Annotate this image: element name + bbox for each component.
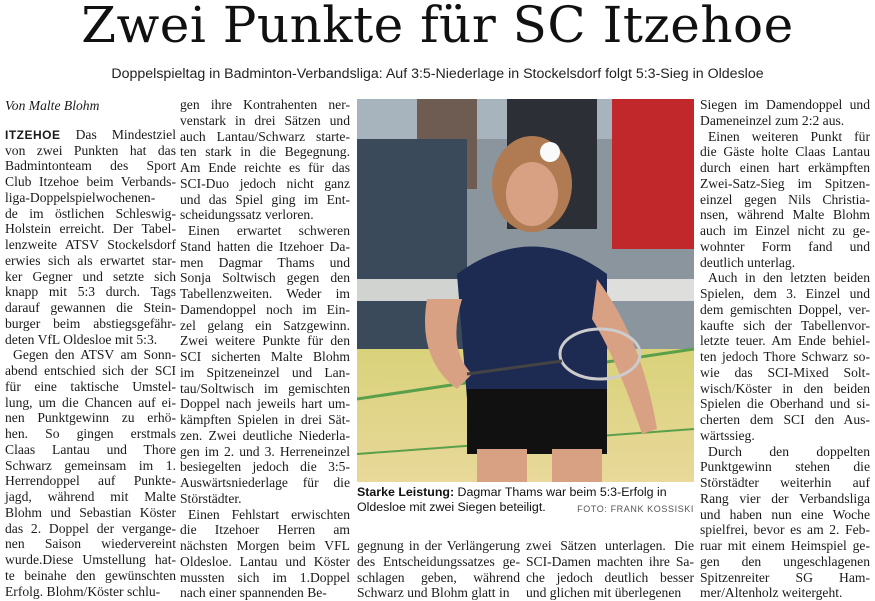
text-line [180, 491, 350, 507]
paragraph [526, 538, 694, 601]
text-line [180, 396, 350, 412]
text-line [700, 302, 870, 318]
text-line [5, 379, 176, 395]
line-text: gegnung in der Verlängerung [357, 538, 520, 553]
line-text: Störstädter weiterhin auf [700, 475, 870, 490]
text-line [180, 239, 350, 255]
line-text: Spitzenreiter SG Ham- [700, 570, 870, 585]
line-text: Zwei weitere Punkte für den [180, 333, 350, 348]
paragraph [180, 507, 350, 601]
text-line [180, 381, 350, 397]
text-line [5, 489, 176, 505]
paragraph [700, 270, 870, 443]
paragraph [180, 97, 350, 223]
line-text: cherten dem SCI den Aus- [700, 412, 870, 427]
text-line [180, 318, 350, 334]
text-line [180, 223, 350, 239]
text-line [180, 302, 350, 318]
line-text: Schwarz und Blohm glatt in [357, 585, 510, 600]
text-line [700, 192, 870, 208]
text-line [180, 459, 350, 475]
text-line [700, 491, 870, 507]
text-line [700, 365, 870, 381]
line-text: ruar mit einem Heimspiel ge- [700, 538, 870, 553]
text-line [700, 207, 870, 223]
text-line [700, 318, 870, 334]
paragraph [5, 347, 176, 599]
line-text: SCI-Duo jedoch nicht ganz [180, 176, 350, 191]
text-line [5, 300, 176, 316]
line-text: zel gelang ein Satzgewinn. [180, 318, 350, 333]
text-line [700, 396, 870, 412]
photo-credit: FOTO: FRANK KOSSISKI [577, 502, 694, 517]
byline: Von Malte Blohm [5, 98, 176, 114]
text-line [700, 585, 870, 601]
text-line [5, 253, 176, 269]
text-line [5, 505, 176, 521]
text-line [180, 207, 350, 223]
line-text: Siegen im Damendoppel und [700, 97, 870, 112]
line-text: nach einer spannenden Be- [180, 585, 327, 600]
column-2 [180, 97, 350, 601]
line-text: auch Lantau/Schwarz starte- [180, 129, 350, 144]
text-line [180, 176, 350, 192]
text-line [180, 349, 350, 365]
text-line [5, 347, 176, 363]
text-line [700, 113, 870, 129]
line-text: wisch/Köster in den beiden [700, 381, 870, 396]
text-line [700, 97, 870, 113]
line-text: gen ihre Kontrahenten ner- [180, 97, 350, 112]
text-line [180, 144, 350, 160]
text-line [180, 570, 350, 586]
text-line [5, 316, 176, 332]
column-5 [700, 97, 870, 601]
line-text: Tabellenzweiten. Weder im [180, 286, 350, 301]
text-line [5, 363, 176, 379]
line-text: knapp mit 5:3 durch. Tags [5, 284, 176, 299]
text-line [180, 428, 350, 444]
paragraph [180, 223, 350, 507]
text-line [5, 332, 176, 348]
line-text: wärtssieg. [700, 428, 755, 443]
text-line [700, 270, 870, 286]
text-line [700, 412, 870, 428]
line-text: Schwarz gemeinsam im 1. [5, 458, 176, 473]
text-line [700, 239, 870, 255]
text-line [180, 365, 350, 381]
text-line [526, 538, 694, 554]
paragraph [700, 444, 870, 601]
line-text: des Entscheidungssatzes ge- [357, 554, 520, 569]
line-text: zwei Sätzen unterlagen. Die [526, 538, 694, 553]
text-line [180, 113, 350, 129]
line-text: Sonja Soltwisch gegen den [180, 270, 350, 285]
line-text: Dameneinzel zum 2:2 aus. [700, 113, 844, 128]
text-line [700, 144, 870, 160]
line-text: die Itzehoer Herren am [180, 522, 350, 537]
line-text: tau/Soltwisch im gemischten [180, 381, 350, 396]
article-photo [357, 99, 694, 482]
line-text: die Gäste holte Claas Lantau [700, 144, 870, 159]
text-line [700, 223, 870, 239]
line-text: Holstein erreicht. Der Tabel- [5, 221, 176, 236]
line-text: einzel gegen Nils Christia- [700, 192, 870, 207]
line-text: Einen erwartet schweren [188, 223, 350, 238]
line-text: abend entschied sich der SCI [5, 363, 176, 378]
line-text: venstark in drei Sätzen und [180, 113, 350, 128]
line-text: scheidungssatz verloren. [180, 207, 314, 222]
text-line [5, 568, 176, 584]
caption-text: Dagmar Thams war beim 5:3-Erfolg in Oldesloe mit zwei Siegen beteiligt. [357, 485, 667, 514]
line-text: erwies sich als erwartet star- [5, 253, 176, 268]
line-text: Damendoppel noch im Ein- [180, 302, 350, 317]
text-line [5, 190, 176, 206]
line-text: im Spitzeneinzel und Lan- [180, 365, 350, 380]
text-line [5, 552, 176, 568]
text-line [700, 286, 870, 302]
line-text: Spielen die Oberhand und si- [700, 396, 870, 411]
text-line [5, 426, 176, 442]
line-text: Erfolg. Blohm/Köster schlu- [5, 584, 160, 599]
text-line [700, 459, 870, 475]
line-text: besiegelten jedoch die 3:5- [180, 459, 350, 474]
line-text: jagd, während mit Malte [5, 489, 176, 504]
text-line [700, 129, 870, 145]
paragraph [357, 538, 520, 601]
line-text: deten VfL Oldesloe mit 5:3. [5, 332, 157, 347]
text-line [526, 585, 694, 601]
text-line [5, 442, 176, 458]
text-line [700, 349, 870, 365]
text-line [5, 410, 176, 426]
text-line [180, 192, 350, 208]
text-line [700, 522, 870, 538]
paragraph [700, 97, 870, 129]
text-line [5, 143, 176, 159]
caption-lead: Starke Leistung: [357, 485, 454, 499]
text-line [180, 255, 350, 271]
line-text: burger beim abstiegsgefähr- [5, 316, 176, 331]
text-line [5, 536, 176, 552]
text-line [5, 237, 176, 253]
line-text: auch im Einzel nicht zu ge- [700, 223, 870, 238]
line-text: Stand hatten die Itzehoer Da- [180, 239, 350, 254]
line-text: und glichen mit überlegenen [526, 585, 681, 600]
text-line [180, 554, 350, 570]
line-text: Am Ende reichte es für das [180, 160, 350, 175]
badminton-player-photo [357, 99, 694, 482]
line-text: nsen, während Malte Blohm [700, 207, 870, 222]
text-line [180, 475, 350, 491]
line-text: wurde.Diese Umstellung hat- [5, 552, 176, 567]
line-text: Spielen, dem 3. Einzel und [700, 286, 870, 301]
text-line [5, 206, 176, 222]
line-text: kaufte sich der Tabellenvor- [700, 318, 870, 333]
line-text: und das Spiel ging im Ent- [180, 192, 350, 207]
line-text: Claas Lantau und Thore [5, 442, 176, 457]
text-line [700, 428, 870, 444]
line-text: wie das SCI-Mixed Solt- [700, 365, 870, 380]
line-text: Das Mindestziel [76, 127, 176, 142]
line-text: men Dagmar Thams und [180, 255, 350, 270]
line-text: wohnter Form fand und [700, 239, 870, 254]
dateline: ITZEHOE [5, 128, 61, 142]
paragraph [5, 127, 176, 348]
text-line [180, 538, 350, 554]
line-text: gen im 2. und 3. Herreneinzel [180, 444, 350, 459]
text-line [526, 570, 694, 586]
text-line [526, 554, 694, 570]
text-line [700, 381, 870, 397]
text-line [5, 395, 176, 411]
line-text: letzte teuer. Am Ende behiel- [700, 333, 870, 348]
text-line [5, 269, 176, 285]
text-line [180, 97, 350, 113]
text-line [5, 521, 176, 537]
line-text: darauf gewannen die Stein- [5, 300, 176, 315]
column-1 [5, 98, 176, 599]
line-text: gen den ungeschlagenen [700, 554, 870, 569]
line-text: zen. Zwei deutliche Niederla- [180, 428, 350, 443]
line-text: kämpften Spielen in drei Sät- [180, 412, 350, 427]
text-line [700, 554, 870, 570]
text-line [700, 176, 870, 192]
line-text: mussten sich im 1.Doppel [180, 570, 350, 585]
line-text: che jedoch deutlich besser [526, 570, 694, 585]
line-text: für eine taktische Umstel- [5, 379, 176, 394]
text-line [357, 570, 520, 586]
line-text: SCI sicherten Malte Blohm [180, 349, 350, 364]
line-text: ten jedoch Thore Schwarz so- [700, 349, 870, 364]
text-line [180, 286, 350, 302]
line-text: Auch in den letzten beiden [708, 270, 870, 285]
text-line [357, 585, 520, 601]
line-text: Blohm und Sebastian Köster [5, 505, 176, 520]
text-line [180, 444, 350, 460]
headline: Zwei Punkte für SC Itzehoe [0, 0, 875, 54]
text-line [180, 333, 350, 349]
text-line [180, 522, 350, 538]
text-line [5, 158, 176, 174]
text-line [700, 444, 870, 460]
paragraph [700, 129, 870, 271]
text-line [5, 458, 176, 474]
column-3 [357, 538, 520, 601]
text-line [700, 160, 870, 176]
line-text: liga-Doppelspielwochenen- [5, 190, 155, 205]
line-text: hen. So gingen erstmals [5, 426, 176, 441]
line-text: von zwei Punkten hat das [5, 143, 176, 158]
line-text: Auswärtsniederlage für die [180, 475, 350, 490]
text-line [700, 475, 870, 491]
line-text: mer/Altenholz weitergeht. [700, 585, 842, 600]
text-line [700, 507, 870, 523]
subheadline: Doppelspieltag in Badminton-Verbandsliga: Auf 3:5-Niederlage in Stockelsdorf folgt 5:3-Sieg in Oldesloe [0, 66, 875, 82]
text-line [5, 473, 176, 489]
line-text: schlagen geben, während [357, 570, 520, 585]
line-text: das 2. Doppel der vergange- [5, 521, 176, 536]
line-text: Badmintonteam des Sport [5, 158, 176, 173]
photo-caption [357, 485, 694, 517]
line-text: durch einen hart erkämpften [700, 160, 870, 175]
line-text: nen Punktgewinn zu erhö- [5, 410, 176, 425]
column-4 [526, 538, 694, 601]
text-line [357, 538, 520, 554]
text-line [700, 570, 870, 586]
text-line [180, 585, 350, 601]
line-text: Rang vier der Verbandsliga [700, 491, 870, 506]
text-line [180, 129, 350, 145]
text-line [5, 221, 176, 237]
line-text: lung, um die Chancen auf ei- [5, 395, 176, 410]
line-text: Oldesloe. Lantau und Köster [180, 554, 350, 569]
line-text: nen Saison wiedervereint [5, 536, 176, 551]
line-text: lenzweite ATSV Stockelsdorf [5, 237, 176, 252]
line-text: Club Itzehoe beim Verbands- [5, 174, 176, 189]
text-line [700, 538, 870, 554]
text-line [180, 412, 350, 428]
line-text: Herrendoppel auf Punkte- [5, 473, 176, 488]
text-line [180, 507, 350, 523]
line-text: Durch den doppelten [708, 444, 870, 459]
line-text: SCI-Damen machten ihre Sa- [526, 554, 694, 569]
line-text: de im östlichen Schleswig- [5, 206, 176, 221]
text-line [5, 284, 176, 300]
line-text: ker Gegner und setzte sich [5, 269, 176, 284]
text-line [180, 270, 350, 286]
line-text: Doppel nach jeweils hart um- [180, 396, 350, 411]
line-text: ten stark in die Begegnung. [180, 144, 350, 159]
line-text: Zwei-Satz-Sieg im Spitzen- [700, 176, 870, 191]
line-text: Störstädter. [180, 491, 242, 506]
text-line [700, 255, 870, 271]
text-line [700, 333, 870, 349]
line-text: Punktgewinn stehen die [700, 459, 870, 474]
line-text: und haben nun eine Woche [700, 507, 870, 522]
text-line [357, 554, 520, 570]
line-text: Einen weiteren Punkt für [708, 129, 870, 144]
line-text: dem gemischten Doppel, ver- [700, 302, 870, 317]
line-text: spielfrei, bevor es am 2. Feb- [700, 522, 870, 537]
line-text: deutlich unterlag. [700, 255, 795, 270]
line-text: Einen Fehlstart erwischten [188, 507, 350, 522]
text-line [5, 127, 176, 143]
text-line [180, 160, 350, 176]
line-text: nächsten Morgen beim VFL [180, 538, 350, 553]
text-line [5, 174, 176, 190]
line-text: te beinahe den gewünschten [5, 568, 176, 583]
line-text: Gegen den ATSV am Sonn- [13, 347, 176, 362]
